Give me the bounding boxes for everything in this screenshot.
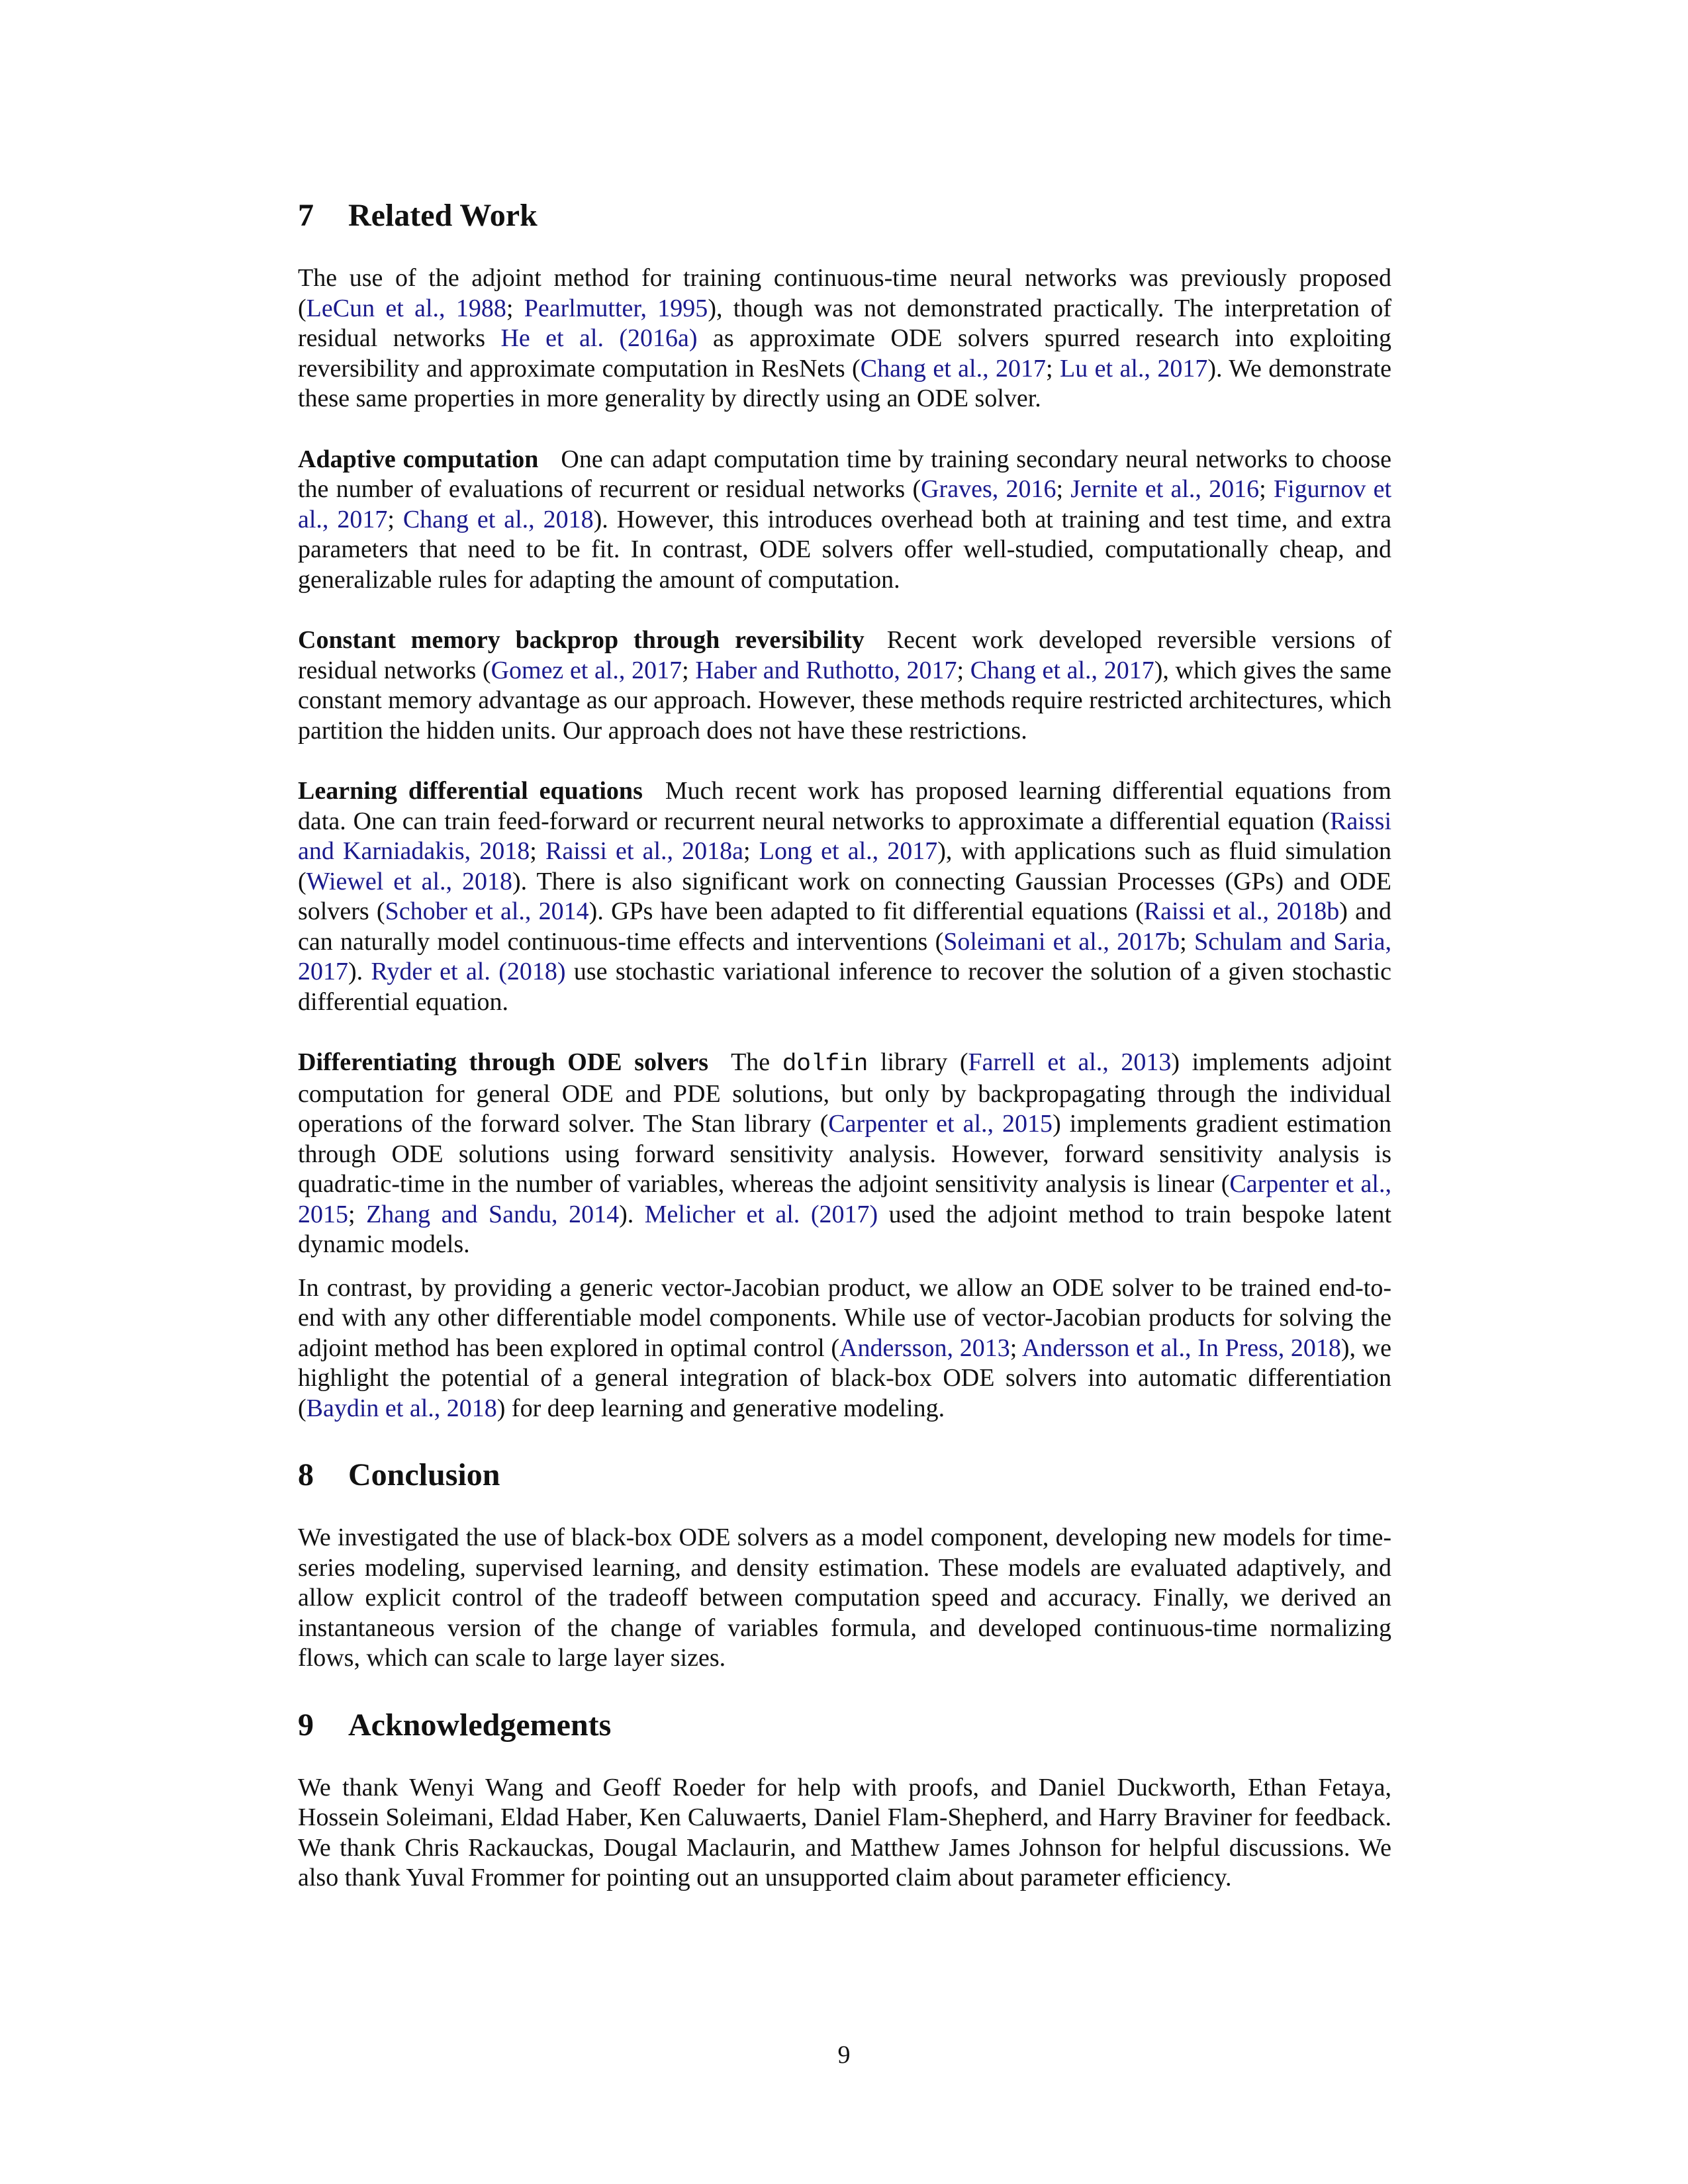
citation-link[interactable]: Schulam and Saria, 2017 bbox=[298, 927, 1391, 985]
citation-link[interactable]: Haber and Ruthotto, 2017 bbox=[695, 656, 957, 684]
text-run: The use of the adjoint method for training continuous-time neural networks was previously proposed ( bbox=[298, 264, 1391, 322]
citation-link[interactable]: Figurnov et al., 2017 bbox=[298, 475, 1391, 533]
code-library-name: dolfin bbox=[782, 1050, 868, 1077]
text-run: ; bbox=[1259, 475, 1274, 503]
text-run: ; bbox=[387, 505, 403, 533]
citation-link[interactable]: Chang et al., 2017 bbox=[970, 656, 1154, 684]
text-run: ), which gives the same constant memory advantage as our approach. However, these methods require restricted architectures, which partition the hidden units. Our approach does not have these restrictions. bbox=[298, 656, 1392, 745]
text-run: as approximate ODE solvers spurred research into exploiting reversibility and approximate computation in ResNets ( bbox=[298, 324, 1391, 383]
section-title: Conclusion bbox=[348, 1457, 500, 1492]
section-number: 8 bbox=[298, 1457, 314, 1492]
text-run: ). We demonstrate these same properties in more generality by directly using an ODE solver. bbox=[298, 354, 1392, 412]
text-run: ). bbox=[348, 958, 371, 985]
text-run: The bbox=[731, 1048, 782, 1076]
section-heading-related-work bbox=[298, 196, 1391, 236]
section-number: 7 bbox=[298, 198, 314, 233]
text-run: ; bbox=[348, 1200, 367, 1228]
section-title: Related Work bbox=[348, 198, 538, 233]
text-run: ). GPs have been adapted to fit differential equations ( bbox=[588, 897, 1144, 925]
paragraph-adaptive-computation bbox=[298, 445, 1391, 596]
text-run: use stochastic variational inference to recover the solution of a given stochastic differential equation. bbox=[298, 958, 1391, 1016]
paragraph-related-intro bbox=[298, 263, 1391, 414]
citation-link[interactable]: Wiewel et al., 2018 bbox=[306, 867, 513, 895]
paragraph-constant-memory bbox=[298, 625, 1391, 746]
paragraph-heading: Constant memory backprop through reversibility bbox=[298, 626, 865, 654]
text-run: ; bbox=[1056, 475, 1071, 503]
paragraph-contrast bbox=[298, 1273, 1391, 1424]
citation-link[interactable]: Andersson et al., In Press, 2018 bbox=[1021, 1334, 1341, 1362]
text-run: ), with applications such as fluid simulation ( bbox=[298, 837, 1392, 895]
text-run: library ( bbox=[868, 1048, 968, 1076]
citation-link[interactable]: Graves, 2016 bbox=[921, 475, 1056, 503]
text-run: ; bbox=[530, 837, 545, 865]
text-run: ). bbox=[619, 1200, 645, 1228]
text-run: ; bbox=[957, 656, 970, 684]
paragraph-differentiating-ode-solvers bbox=[298, 1048, 1391, 1260]
text-run: ; bbox=[1180, 927, 1194, 956]
citation-link[interactable]: Zhang and Sandu, 2014 bbox=[366, 1200, 620, 1228]
text-run: ; bbox=[1046, 354, 1060, 383]
citation-link[interactable]: Carpenter et al., 2015 bbox=[298, 1170, 1391, 1228]
citation-link[interactable]: Raissi et al., 2018a bbox=[545, 837, 744, 865]
paragraph-learning-differential-equations bbox=[298, 776, 1391, 1017]
citation-link[interactable]: Jernite et al., 2016 bbox=[1070, 475, 1260, 503]
text-run: ; bbox=[1009, 1334, 1022, 1362]
text-run: ) implements gradient estimation through ODE solutions using forward sensitivity analysis. However, forward sensitivity analysis is quadratic-time in the number of variables, whereas the adjoint sensitivity analysis is linear ( bbox=[298, 1110, 1391, 1198]
citation-link[interactable]: Pearlmutter, 1995 bbox=[524, 294, 708, 322]
text-run: Much recent work has proposed learning differential equations from data. One can train feed-forward or recurrent neural networks to approximate a differential equation ( bbox=[298, 777, 1391, 835]
citation-link[interactable]: He et al. (2016a) bbox=[500, 324, 698, 352]
section-heading-acknowledgements bbox=[298, 1706, 1391, 1745]
text-run: ), though was not demonstrated practically. The interpretation of residual networks bbox=[298, 294, 1392, 352]
text-run: ; bbox=[743, 837, 759, 865]
paragraph-conclusion: We investigated the use of black-box ODE solvers as a model component, developing new models for time-series modeling, supervised learning, and density estimation. These models are evaluated adaptively, and allow explicit control of the tradeoff between computation speed and accuracy. Finally, we derived an instantaneous version of the change of variables formula, and developed continuous-time normalizing flows, which can scale to large layer sizes. bbox=[298, 1524, 1391, 1672]
citation-link[interactable]: Schober et al., 2014 bbox=[385, 897, 589, 925]
paragraph-heading: Differentiating through ODE solvers bbox=[298, 1048, 709, 1076]
citation-link[interactable]: Soleimani et al., 2017b bbox=[943, 927, 1180, 956]
citation-link[interactable]: Long et al., 2017 bbox=[759, 837, 938, 865]
text-run: ). However, this introduces overhead both at training and test time, and extra parameters that need to be fit. In contrast, ODE solvers offer well-studied, computationally cheap, and generalizable rules for adapting the amount of computation. bbox=[298, 505, 1391, 594]
paper-page bbox=[298, 196, 1391, 1893]
text-run: ) implements adjoint computation for general ODE and PDE solutions, but only by backpropagating through the individual operations of the forward solver. The Stan library ( bbox=[298, 1048, 1392, 1138]
citation-link[interactable]: Farrell et al., 2013 bbox=[968, 1048, 1172, 1076]
paragraph-heading: Learning differential equations bbox=[298, 777, 643, 805]
citation-link[interactable]: LeCun et al., 1988 bbox=[306, 294, 506, 322]
citation-link[interactable]: Chang et al., 2018 bbox=[402, 505, 594, 533]
text-run: ) for deep learning and generative modeling. bbox=[496, 1394, 945, 1422]
citation-link[interactable]: Lu et al., 2017 bbox=[1060, 354, 1208, 383]
citation-link[interactable]: Ryder et al. (2018) bbox=[371, 958, 566, 985]
section-heading-conclusion bbox=[298, 1455, 1391, 1495]
text-run: ), we highlight the potential of a general integration of black-box ODE solvers into automatic differentiation ( bbox=[298, 1334, 1392, 1422]
citation-link[interactable]: Raissi and Karniadakis, 2018 bbox=[298, 807, 1391, 865]
text-run: One can adapt computation time by training secondary neural networks to choose the number of evaluations of recurrent or residual networks ( bbox=[298, 445, 1392, 503]
text-run: ; bbox=[682, 656, 696, 684]
section-number: 9 bbox=[298, 1707, 314, 1743]
citation-link[interactable]: Raissi et al., 2018b bbox=[1143, 897, 1340, 925]
citation-link[interactable]: Gomez et al., 2017 bbox=[491, 656, 682, 684]
citation-link[interactable]: Carpenter et al., 2015 bbox=[828, 1110, 1053, 1138]
text-run: ; bbox=[506, 294, 524, 322]
text-run: Recent work developed reversible versions of residual networks ( bbox=[298, 626, 1391, 684]
text-run: ). There is also significant work on connecting Gaussian Processes (GPs) and ODE solvers ( bbox=[298, 867, 1392, 925]
section-title: Acknowledgements bbox=[348, 1707, 612, 1743]
paragraph-acknowledgements: We thank Wenyi Wang and Geoff Roeder for help with proofs, and Daniel Duckworth, Ethan Fetaya, Hossein Soleimani, Eldad Haber, Ken Caluwaerts, Daniel Flam-Shepherd, and Harry Braviner for feedback. We thank Chris Rackauckas, Dougal Maclaurin, and Matthew James Johnson for helpful discussions. We also thank Yuval Frommer for pointing out an unsupported claim about parameter efficiency. bbox=[298, 1773, 1391, 1891]
page-number: 9 bbox=[837, 2041, 851, 2069]
citation-link[interactable]: Melicher et al. (2017) bbox=[644, 1200, 878, 1228]
paragraph-heading: Adaptive computation bbox=[298, 445, 539, 473]
citation-link[interactable]: Chang et al., 2017 bbox=[860, 354, 1047, 383]
text-run: In contrast, by providing a generic vector-Jacobian product, we allow an ODE solver to be trained end-to-end with any other differentiable model components. While use of vector-Jacobian products for solving the adjoint method has been explored in optimal control ( bbox=[298, 1273, 1391, 1362]
citation-link[interactable]: Baydin et al., 2018 bbox=[306, 1394, 497, 1422]
text-run: used the adjoint method to train bespoke latent dynamic models. bbox=[298, 1200, 1392, 1258]
citation-link[interactable]: Andersson, 2013 bbox=[839, 1334, 1010, 1362]
text-run: ) and can naturally model continuous-time effects and interventions ( bbox=[298, 897, 1391, 956]
